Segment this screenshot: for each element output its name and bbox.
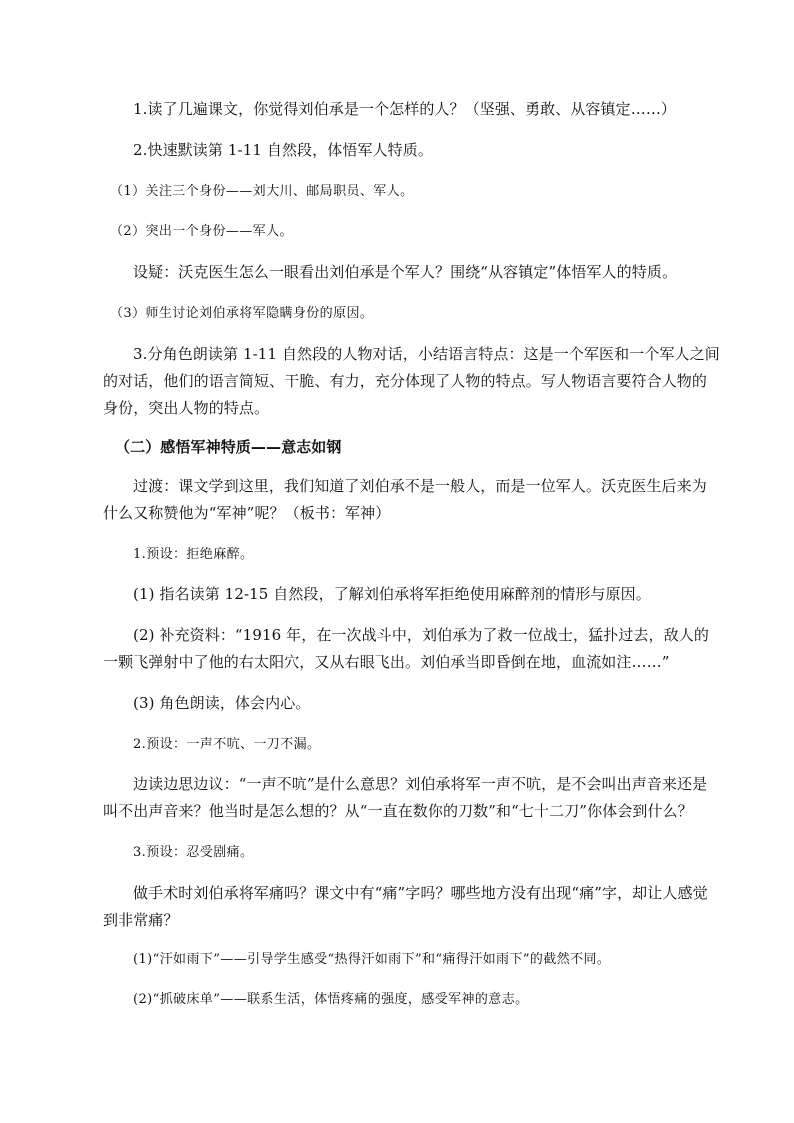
question-2: 2.快速默读第 1-11 自然段，体悟军人特质。 [133, 141, 433, 159]
pain-question: 做手术时刘伯承将军痛吗？课文中有“痛”字吗？哪些地方没有出现“痛”字，却让人感觉到非常痛？ [103, 884, 708, 929]
detail-1: (1)“汗如雨下”——引导学生感受“热得汗如雨下”和“痛得汗如雨下”的截然不同。 [133, 952, 611, 967]
sub-item-2: （2）突出一个身份——军人。 [110, 224, 293, 239]
discussion-paragraph: 边读边思边议：“一声不吭”是什么意思？刘伯承将军一声不吭，是不会叫出声音来还是叫不出声音来？他当时是怎么想的？从“一直在数你的刀数”和“七十二刀”你体会到什么？ [103, 775, 708, 820]
question-1: 1.读了几遍课文，你觉得刘伯承是一个怎样的人？（坚强、勇敢、从容镇定……） [133, 100, 677, 118]
step-1: (1) 指名读第 12-15 自然段，了解刘伯承将军拒绝使用麻醉剂的情形与原因。 [133, 585, 651, 603]
question-3: 3.分角色朗读第 1-11 自然段的人物对话，小结语言特点：这是一个军医和一个军人之间的对话，他们的语言简短、干脆、有力，充分体现了人物的特点。写人物语言要符合人物的身份，突出人物的特点。 [103, 345, 720, 417]
step-3: (3) 角色朗读，体会内心。 [133, 694, 311, 712]
detail-2: (2)“抓破床单”——联系生活，体悟疼痛的强度，感受军神的意志。 [133, 992, 529, 1007]
section-heading: （二）感悟军神特质——意志如钢 [115, 438, 342, 456]
preset-1: 1.预设：拒绝麻醉。 [133, 547, 254, 562]
preset-2: 2.预设：一声不吭、一刀不漏。 [133, 737, 321, 752]
step-2: (2) 补充资料：“1916 年，在一次战斗中，刘伯承为了救一位战士，猛扑过去，敌人的一颗飞弹射中了他的右太阳穴，又从右眼飞出。刘伯承当即昏倒在地，血流如注……” [103, 626, 709, 671]
sub-item-1: （1）关注三个身份——刘大川、邮局职员、军人。 [110, 184, 414, 199]
sub-item-3: （3）师生讨论刘伯承将军隐瞒身份的原因。 [110, 306, 374, 321]
transition-paragraph: 过渡：课文学到这里，我们知道了刘伯承不是一般人，而是一位军人。沃克医生后来为什么又称赞他为“军神”呢？（板书：军神） [103, 477, 707, 522]
question-setup: 设疑：沃克医生怎么一眼看出刘伯承是个军人？围绕“从容镇定”体悟军人的特质。 [133, 263, 678, 281]
preset-3: 3.预设：忍受剧痛。 [133, 845, 254, 860]
